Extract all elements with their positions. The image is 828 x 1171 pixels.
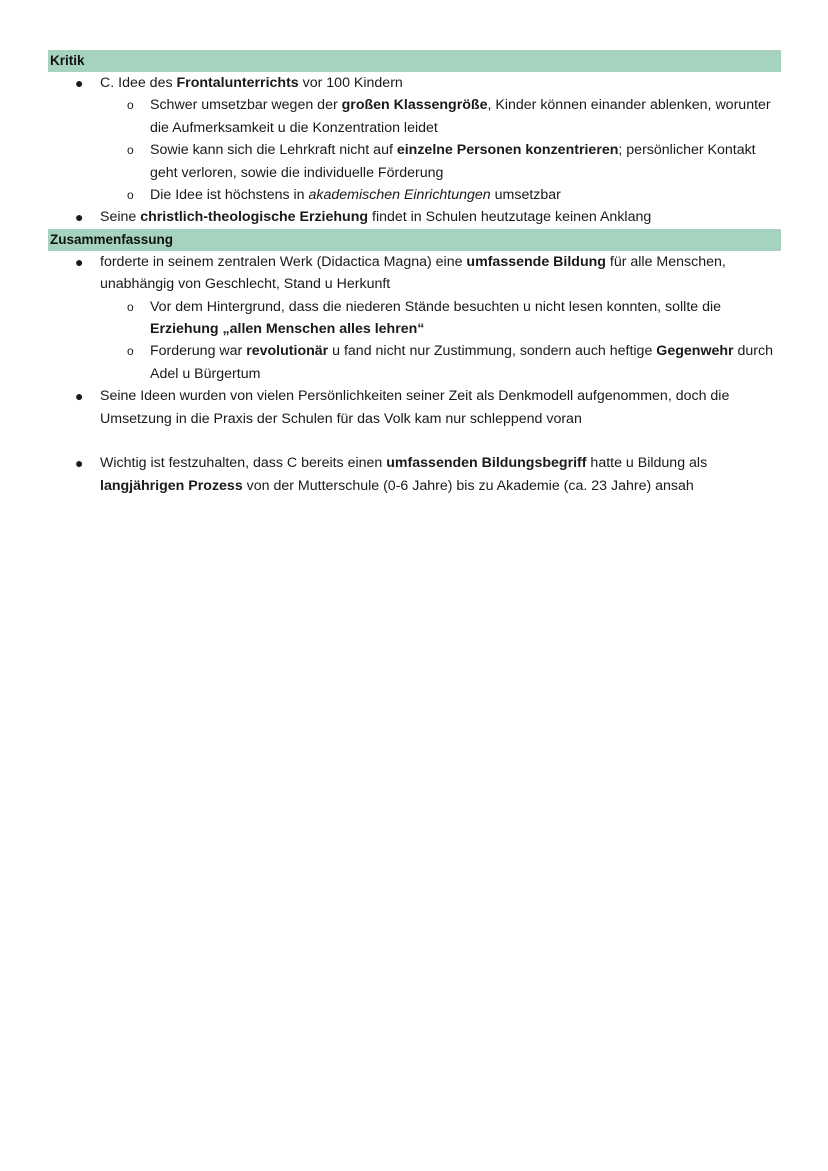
circle-bullet-icon: o <box>127 344 134 359</box>
sub-list-item: o Die Idee ist höchstens in akademischen Einrichtungen umsetzbar <box>100 184 781 206</box>
circle-bullet-icon: o <box>127 299 134 314</box>
list-item: ● Seine Ideen wurden von vielen Persönlichkeiten seiner Zeit als Denkmodell aufgenommen, doch die Umsetzung in die Praxis der Schulen für das Volk kam nur schleppend voran <box>48 385 781 430</box>
circle-bullet-icon: o <box>127 98 134 113</box>
bullet-icon: ● <box>75 253 84 270</box>
sub-list-item: o Forderung war revolutionär u fand nicht nur Zustimmung, sondern auch heftige Gegenwehr durch Adel u Bürgertum <box>100 340 781 385</box>
circle-bullet-icon: o <box>127 188 134 203</box>
spacer <box>48 430 781 452</box>
document-page <box>48 50 781 497</box>
section-header-kritik: Kritik <box>48 50 781 72</box>
list-item: ● forderte in seinem zentralen Werk (Didactica Magna) eine umfassende Bildung für alle Menschen, unabhängig von Geschlecht, Stand u Herkunft o Vor dem Hintergrund, dass die niederen Stände besuchten u nicht lesen konnten, sollte die Erziehung „allen Menschen alles lehren“ o Forderung war revolutionär u fand nicht nur Zustimmung, sondern auch heftige Gegenwehr durch Adel u Bürgertum <box>48 251 781 385</box>
bullet-icon: ● <box>75 209 84 226</box>
bullet-icon: ● <box>75 455 84 472</box>
section-header-zusammenfassung: Zusammenfassung <box>48 229 781 251</box>
list-item: ● C. Idee des Frontalunterrichts vor 100 Kindern o Schwer umsetzbar wegen der großen Klassengröße, Kinder können einander ablenken, worunter die Aufmerksamkeit u die Konzentration leidet o Sowie kann sich die Lehrkraft nicht auf einzelne Personen konzentrieren; persönlicher Kontakt geht verloren, sowie die individuelle Förderung o Die Idee ist höchstens in akademischen Einrichtungen umsetzbar <box>48 72 781 206</box>
list-item: ● Seine christlich-theologische Erziehung findet in Schulen heutzutage keinen Anklang <box>48 206 781 228</box>
sub-list-item: o Vor dem Hintergrund, dass die niederen Stände besuchten u nicht lesen konnten, sollte die Erziehung „allen Menschen alles lehren“ <box>100 296 781 341</box>
circle-bullet-icon: o <box>127 143 134 158</box>
sublist <box>100 296 781 386</box>
zusammenfassung-list <box>48 251 781 497</box>
sub-list-item: o Schwer umsetzbar wegen der großen Klassengröße, Kinder können einander ablenken, worunter die Aufmerksamkeit u die Konzentration leidet <box>100 94 781 139</box>
kritik-list <box>48 72 781 229</box>
sub-list-item: o Sowie kann sich die Lehrkraft nicht auf einzelne Personen konzentrieren; persönlicher Kontakt geht verloren, sowie die individuelle Förderung <box>100 139 781 184</box>
sublist <box>100 94 781 206</box>
bullet-icon: ● <box>75 75 84 91</box>
bullet-icon: ● <box>75 388 84 405</box>
list-item: ● Wichtig ist festzuhalten, dass C bereits einen umfassenden Bildungsbegriff hatte u Bildung als langjährigen Prozess von der Mutterschule (0-6 Jahre) bis zu Akademie (ca. 23 Jahre) ansah <box>48 452 781 497</box>
